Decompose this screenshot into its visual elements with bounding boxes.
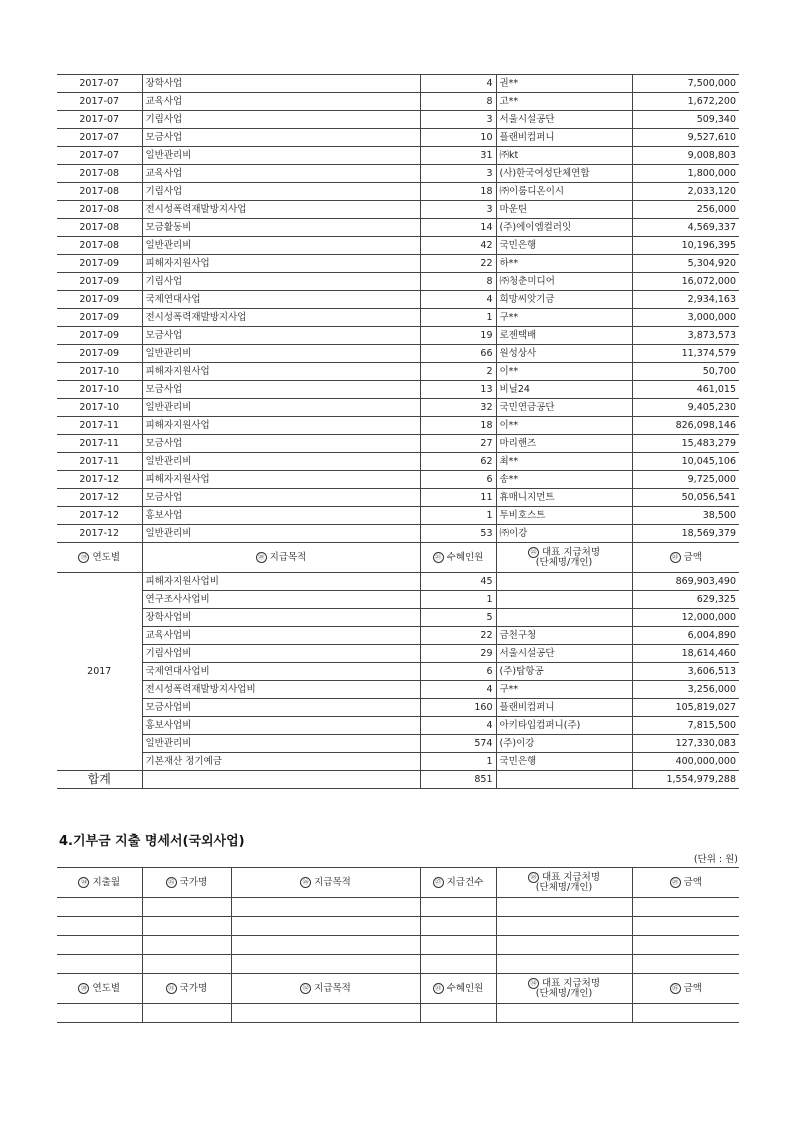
table-row [57,735,739,753]
row-month: 2017-09 [57,291,142,309]
row-count: 1 [420,753,496,771]
row-payee: ㈜이강 [496,525,632,543]
row-amount: 18,569,379 [632,525,739,543]
empty-row [57,917,739,936]
table-row [57,681,739,699]
number-badge: ㉛ [166,983,177,994]
row-count: 45 [420,573,496,591]
row-purpose: 일반관리비 [142,453,420,471]
row-payee: 원성상사 [496,345,632,363]
row-amount: 16,072,000 [632,273,739,291]
number-badge: ㉝ [433,983,444,994]
row-purpose: 모금사업 [142,327,420,345]
monthly-rows [57,75,739,543]
row-amount: 18,614,460 [632,645,739,663]
row-purpose: 모금사업 [142,381,420,399]
row-month: 2017-09 [57,273,142,291]
number-badge: ㉘ [528,872,539,883]
table-row [57,525,739,543]
empty-row [57,898,739,917]
row-count: 8 [420,273,496,291]
row-payee: 희망씨앗기금 [496,291,632,309]
header-recipients: ㉑ 수혜인원 [420,543,496,573]
header-recipients: ㉝ 수혜인원 [420,974,496,1004]
table-row [57,435,739,453]
empty-row [57,1004,739,1023]
row-month: 2017-09 [57,255,142,273]
row-purpose: 장학사업 [142,75,420,93]
table-row [57,609,739,627]
row-payee: 구** [496,681,632,699]
row-amount: 1,672,200 [632,93,739,111]
row-amount: 3,606,513 [632,663,739,681]
row-purpose: 피해자지원사업 [142,471,420,489]
row-amount: 105,819,027 [632,699,739,717]
row-count: 22 [420,627,496,645]
number-badge: ㉑ [433,552,444,563]
row-purpose: 교육사업비 [142,627,420,645]
row-month: 2017-09 [57,345,142,363]
header-payee: ㉘ 대표 지급처명 (단체명/개인) [496,868,632,898]
table-row [57,507,739,525]
total-empty [142,771,420,789]
row-amount: 4,569,337 [632,219,739,237]
annual-rows [57,573,739,771]
number-badge: ㉒ [528,547,539,558]
row-purpose: 일반관리비 [142,735,420,753]
section-title: 4.기부금 지출 명세서(국외사업) [59,834,245,849]
table-row [57,111,739,129]
row-payee: 서울시설공단 [496,111,632,129]
table-row [57,573,739,591]
table-row [57,699,739,717]
number-badge: ㉞ [528,978,539,989]
table-row [57,183,739,201]
row-count: 27 [420,435,496,453]
row-month: 2017-09 [57,309,142,327]
row-month: 2017-11 [57,435,142,453]
row-amount: 15,483,279 [632,435,739,453]
row-payee: 서울시설공단 [496,645,632,663]
row-purpose: 홍보사업비 [142,717,420,735]
row-purpose: 연구조사사업비 [142,591,420,609]
row-amount: 127,330,083 [632,735,739,753]
row-count: 6 [420,471,496,489]
row-count: 19 [420,327,496,345]
row-count: 1 [420,507,496,525]
row-month: 2017-10 [57,363,142,381]
row-amount: 509,340 [632,111,739,129]
table-row [57,489,739,507]
header-purpose: ㉜ 지급목적 [231,974,420,1004]
row-count: 18 [420,417,496,435]
row-payee: 플랜비컴퍼니 [496,129,632,147]
row-amount: 9,725,000 [632,471,739,489]
row-purpose: 모금활동비 [142,219,420,237]
row-month: 2017-12 [57,507,142,525]
row-count: 3 [420,111,496,129]
row-count: 1 [420,309,496,327]
row-payee: 비닐24 [496,381,632,399]
row-amount: 50,056,541 [632,489,739,507]
overseas-monthly-header [57,868,739,898]
row-payee: 구** [496,309,632,327]
row-purpose: 일반관리비 [142,147,420,165]
row-amount: 7,815,500 [632,717,739,735]
overseas-expenditure-table [57,867,739,1023]
row-count: 3 [420,165,496,183]
row-month: 2017-11 [57,453,142,471]
table-row [57,147,739,165]
row-amount: 12,000,000 [632,609,739,627]
row-count: 32 [420,399,496,417]
row-count: 1 [420,591,496,609]
row-purpose: 일반관리비 [142,399,420,417]
row-payee: 권** [496,75,632,93]
row-amount: 6,004,890 [632,627,739,645]
row-payee [496,609,632,627]
row-payee: 금천구청 [496,627,632,645]
row-count: 4 [420,717,496,735]
row-amount: 400,000,000 [632,753,739,771]
row-payee: 이** [496,363,632,381]
row-purpose: 일반관리비 [142,525,420,543]
row-month: 2017-07 [57,129,142,147]
row-month: 2017-12 [57,489,142,507]
row-purpose: 장학사업비 [142,609,420,627]
total-label: 합계 [57,771,142,789]
total-empty [496,771,632,789]
total-section [57,771,739,789]
row-month: 2017-12 [57,525,142,543]
row-month: 2017-11 [57,417,142,435]
row-month: 2017-10 [57,381,142,399]
table-row [57,255,739,273]
row-payee: 송** [496,471,632,489]
annual-year: 2017 [57,573,142,771]
header-count: ㉗ 지급건수 [420,868,496,898]
empty-row [57,955,739,974]
row-amount: 869,903,490 [632,573,739,591]
table-row [57,663,739,681]
row-month: 2017-10 [57,399,142,417]
table-row [57,93,739,111]
number-badge: ㉖ [300,877,311,888]
row-purpose: 전시성폭력재발방지사업비 [142,681,420,699]
row-month: 2017-12 [57,471,142,489]
row-payee: ㈜이룸디온이시 [496,183,632,201]
table-row [57,291,739,309]
table-row [57,201,739,219]
row-purpose: 피해자지원사업 [142,255,420,273]
row-payee: (주)탑항공 [496,663,632,681]
row-payee: 마리핸즈 [496,435,632,453]
table-row [57,399,739,417]
table-row [57,645,739,663]
row-amount: 1,800,000 [632,165,739,183]
row-count: 42 [420,237,496,255]
row-purpose: 기림사업 [142,273,420,291]
row-payee: 하** [496,255,632,273]
row-purpose: 모금사업 [142,129,420,147]
table-row [57,627,739,645]
table-row [57,471,739,489]
row-month: 2017-07 [57,111,142,129]
row-payee: (사)한국여성단체연합 [496,165,632,183]
row-purpose: 국제연대사업비 [142,663,420,681]
total-row [57,771,739,789]
table-row [57,219,739,237]
number-badge: ㉓ [670,552,681,563]
row-purpose: 교육사업 [142,165,420,183]
row-count: 14 [420,219,496,237]
annual-section [57,543,739,573]
table-row [57,717,739,735]
row-purpose: 전시성폭력재발방지사업 [142,201,420,219]
row-purpose: 피해자지원사업 [142,417,420,435]
row-payee: 국민은행 [496,753,632,771]
header-year: ⑲ 연도별 [57,543,142,573]
row-payee: 고** [496,93,632,111]
table-row [57,165,739,183]
row-payee: 국민연금공단 [496,399,632,417]
row-count: 10 [420,129,496,147]
number-badge: ㉚ [78,983,89,994]
row-amount: 256,000 [632,201,739,219]
row-amount: 9,405,230 [632,399,739,417]
unit-label: (단위 : 원) [693,854,738,865]
number-badge: ⑲ [78,552,89,563]
row-count: 53 [420,525,496,543]
row-amount: 9,527,610 [632,129,739,147]
row-payee: 이** [496,417,632,435]
table-row [57,273,739,291]
row-month: 2017-07 [57,93,142,111]
table-row [57,309,739,327]
row-count: 4 [420,75,496,93]
row-count: 66 [420,345,496,363]
row-purpose: 모금사업 [142,435,420,453]
row-payee [496,591,632,609]
table-row [57,591,739,609]
table-row [57,129,739,147]
row-purpose: 모금사업 [142,489,420,507]
row-amount: 10,196,395 [632,237,739,255]
row-payee: 플랜비컴퍼니 [496,699,632,717]
row-purpose: 일반관리비 [142,237,420,255]
row-count: 6 [420,663,496,681]
header-purpose: ㉖ 지급목적 [231,868,420,898]
total-amount: 1,554,979,288 [632,771,739,789]
table-row [57,363,739,381]
row-count: 62 [420,453,496,471]
row-month: 2017-07 [57,147,142,165]
row-payee: (주)이강 [496,735,632,753]
row-count: 4 [420,681,496,699]
row-count: 160 [420,699,496,717]
annual-header-row [57,543,739,573]
header-payee: ㉒ 대표 지급처명 (단체명/개인) [496,543,632,573]
overseas-annual-header [57,974,739,1004]
row-amount: 5,304,920 [632,255,739,273]
row-payee: 휴매니지먼트 [496,489,632,507]
row-count: 574 [420,735,496,753]
number-badge: ㉗ [433,877,444,888]
row-purpose: 모금사업비 [142,699,420,717]
row-payee: ㈜청춘미디어 [496,273,632,291]
row-month: 2017-08 [57,165,142,183]
row-month: 2017-07 [57,75,142,93]
row-payee: ㈜kt [496,147,632,165]
row-payee: 아키타입컴퍼니(주) [496,717,632,735]
header-country: ㉕ 국가명 [142,868,231,898]
row-amount: 11,374,579 [632,345,739,363]
row-payee: 마운틴 [496,201,632,219]
row-count: 22 [420,255,496,273]
row-count: 4 [420,291,496,309]
row-payee: 로젠택배 [496,327,632,345]
header-month: ㉔ 지출월 [57,868,142,898]
row-count: 13 [420,381,496,399]
header-amount: ㉟ 금액 [632,974,739,1004]
number-badge: ㉟ [670,983,681,994]
number-badge: ㉜ [300,983,311,994]
row-purpose: 전시성폭력재발방지사업 [142,309,420,327]
number-badge: ㉙ [670,877,681,888]
row-amount: 10,045,106 [632,453,739,471]
row-purpose: 일반관리비 [142,345,420,363]
header-purpose: ⑳ 지급목적 [142,543,420,573]
row-purpose: 기림사업 [142,111,420,129]
row-amount: 9,008,803 [632,147,739,165]
table-row [57,327,739,345]
row-amount: 3,256,000 [632,681,739,699]
row-purpose: 기림사업 [142,183,420,201]
table-row [57,417,739,435]
row-amount: 50,700 [632,363,739,381]
row-purpose: 피해자지원사업 [142,363,420,381]
total-count: 851 [420,771,496,789]
table-row [57,381,739,399]
row-amount: 2,934,163 [632,291,739,309]
row-month: 2017-08 [57,237,142,255]
table-row [57,237,739,255]
row-month: 2017-08 [57,201,142,219]
row-payee: 최** [496,453,632,471]
row-amount: 826,098,146 [632,417,739,435]
row-count: 31 [420,147,496,165]
row-payee: 국민은행 [496,237,632,255]
row-count: 8 [420,93,496,111]
header-year: ㉚ 연도별 [57,974,142,1004]
row-purpose: 교육사업 [142,93,420,111]
header-payee: ㉞ 대표 지급처명 (단체명/개인) [496,974,632,1004]
header-amount: ㉙ 금액 [632,868,739,898]
row-amount: 461,015 [632,381,739,399]
row-payee: 투비호스트 [496,507,632,525]
row-count: 3 [420,201,496,219]
number-badge: ㉕ [166,877,177,888]
row-purpose: 홍보사업 [142,507,420,525]
domestic-expenditure-table [57,74,739,789]
row-count: 5 [420,609,496,627]
row-payee [496,573,632,591]
header-country: ㉛ 국가명 [142,974,231,1004]
row-month: 2017-08 [57,219,142,237]
number-badge: ㉔ [78,877,89,888]
row-amount: 3,873,573 [632,327,739,345]
row-purpose: 기림사업비 [142,645,420,663]
row-amount: 629,325 [632,591,739,609]
row-purpose: 국제연대사업 [142,291,420,309]
number-badge: ⑳ [256,552,267,563]
row-count: 29 [420,645,496,663]
row-count: 2 [420,363,496,381]
row-amount: 38,500 [632,507,739,525]
row-payee: (주)에이엠컬러잇 [496,219,632,237]
table-row [57,453,739,471]
row-count: 18 [420,183,496,201]
row-month: 2017-08 [57,183,142,201]
row-count: 11 [420,489,496,507]
table-row [57,75,739,93]
table-row [57,345,739,363]
row-amount: 7,500,000 [632,75,739,93]
row-amount: 3,000,000 [632,309,739,327]
header-amount: ㉓ 금액 [632,543,739,573]
row-month: 2017-09 [57,327,142,345]
row-purpose: 기본재산 정기예금 [142,753,420,771]
row-purpose: 피해자지원사업비 [142,573,420,591]
row-amount: 2,033,120 [632,183,739,201]
empty-row [57,936,739,955]
table-row [57,753,739,771]
